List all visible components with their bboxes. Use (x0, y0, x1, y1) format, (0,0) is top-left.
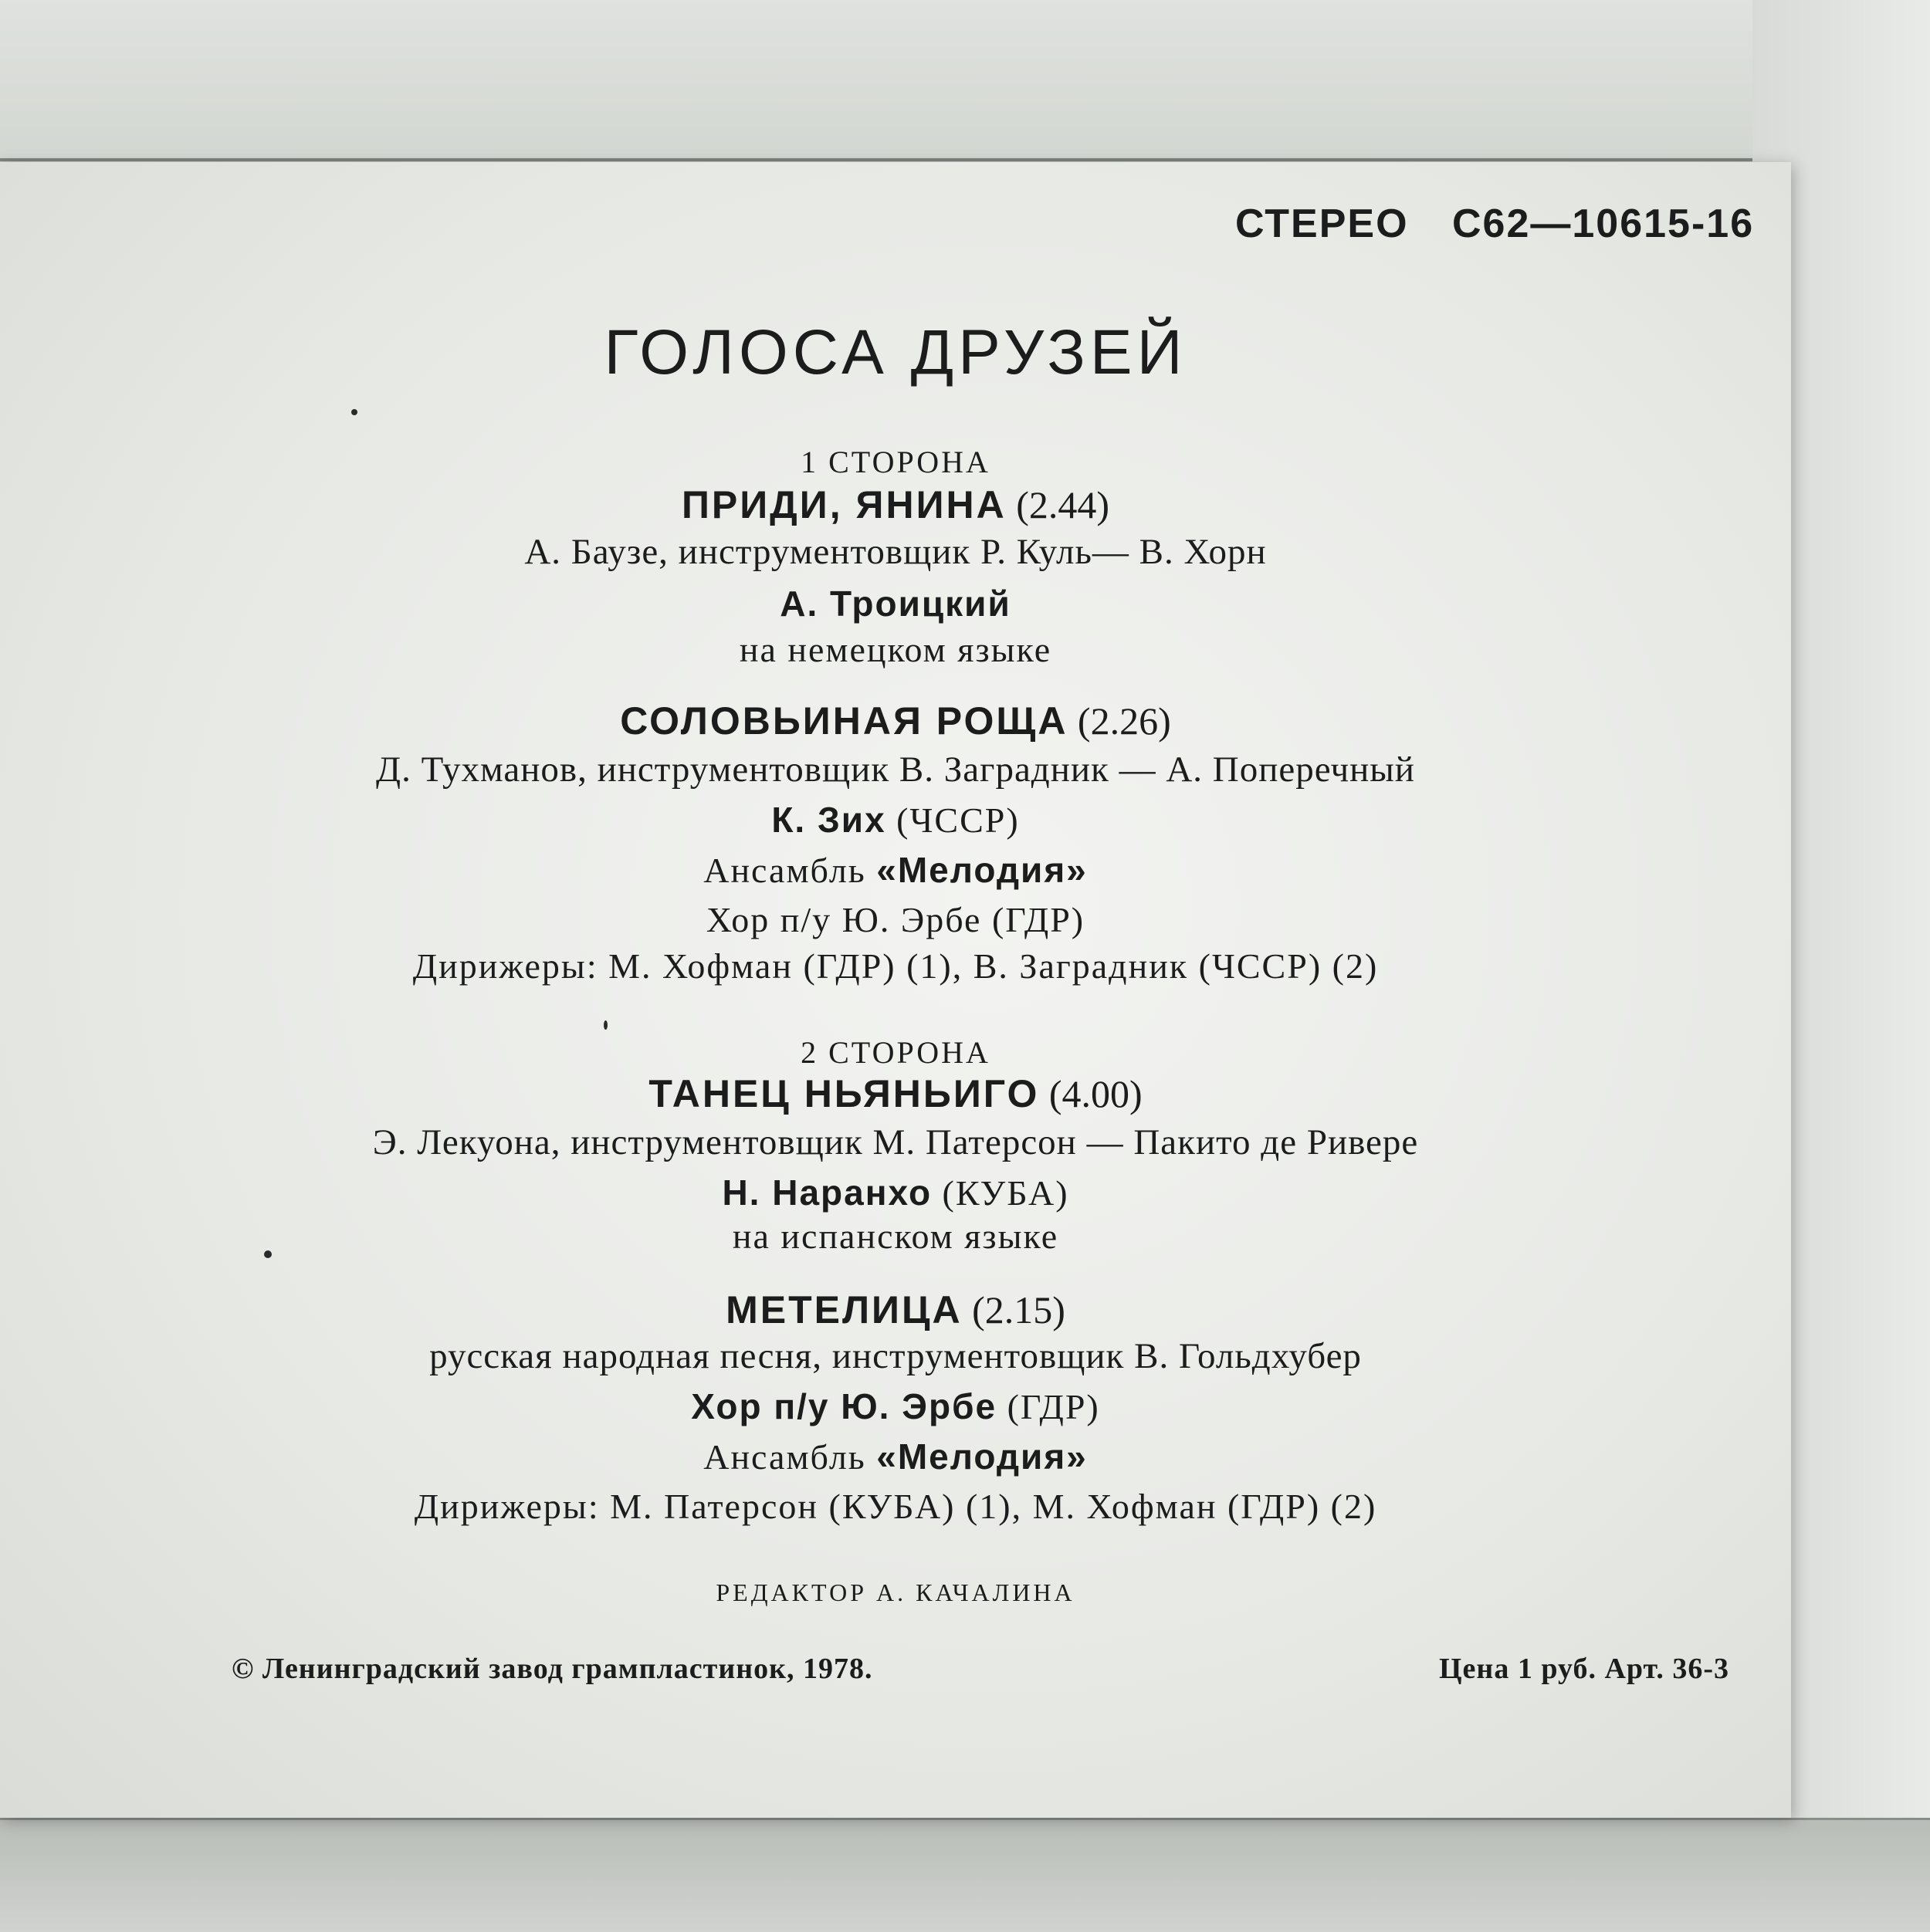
song-title-row (0, 1287, 1791, 1332)
editor-credit: РЕДАКТОР А. КАЧАЛИНА (716, 1578, 1075, 1606)
conductors: Дирижеры: М. Хофман (ГДР) (1), В. Заградник (ЧССР) (2) (412, 946, 1379, 986)
ensemble-row (0, 1436, 1791, 1477)
performer-country: (ЧССР) (896, 800, 1020, 840)
song-duration: (2.26) (1077, 699, 1171, 743)
side-2-label: 2 СТОРОНА (801, 1035, 990, 1070)
conductors: Дирижеры: М. Патерсон (КУБА) (1), М. Хофман (ГДР) (2) (414, 1487, 1377, 1526)
record-sleeve-back (0, 162, 1791, 1818)
dust-speck (604, 1020, 608, 1030)
choir-name: Хор п/у Ю. Эрбе (691, 1386, 997, 1426)
song-performer: К. Зих (771, 800, 886, 840)
background-sheet-top (0, 0, 1930, 161)
price-line: Цена 1 руб. Арт. 36-3 (1439, 1653, 1729, 1685)
ensemble-row (0, 849, 1791, 891)
song-performer: Н. Наранхо (722, 1172, 933, 1213)
stereo-label: СТЕРЕО (1235, 201, 1409, 246)
song-language: на немецком языке (739, 630, 1052, 669)
song-credits: русская народная песня, инструментовщик В. Гольдхубер (429, 1336, 1362, 1376)
song-performer: А. Троицкий (780, 584, 1011, 624)
song-duration: (2.44) (1016, 483, 1110, 526)
song-credits: Д. Тухманов, инструментовщик В. Заградник — А. Поперечный (376, 749, 1415, 790)
dust-speck (264, 1250, 272, 1258)
song-credits: Э. Лекуона, инструментовщик М. Патерсон — Пакито де Ривере (372, 1122, 1419, 1162)
song-language: на испанском языке (732, 1216, 1059, 1256)
choir: Хор п/у Ю. Эрбе (ГДР) (706, 900, 1085, 939)
copyright-line: © Ленинградский завод грампластинок, 1978. (232, 1653, 873, 1685)
catalog-header (1235, 201, 1791, 247)
dust-speck (351, 409, 357, 415)
ensemble-prefix: Ансамбль (703, 1437, 866, 1477)
song-title: ПРИДИ, ЯНИНА (681, 483, 1007, 526)
side-1-label: 1 СТОРОНА (801, 445, 990, 479)
choir-country: (ГДР) (1007, 1387, 1100, 1426)
song-performer-row (0, 799, 1791, 841)
song-credits: А. Баузе, инструментовщик Р. Куль— В. Хорн (524, 532, 1267, 572)
background-sheet-bottom (0, 1818, 1930, 1932)
ensemble-name: «Мелодия» (876, 850, 1088, 890)
album-title: ГОЛОСА ДРУЗЕЙ (604, 317, 1187, 387)
ensemble-prefix: Ансамбль (703, 851, 866, 890)
song-duration: (2.15) (972, 1288, 1065, 1331)
song-duration: (4.00) (1048, 1072, 1143, 1115)
ensemble-name: «Мелодия» (876, 1436, 1088, 1477)
song-performer-row (0, 1172, 1791, 1213)
song-title-row (0, 482, 1791, 527)
choir-row (0, 1386, 1791, 1427)
performer-country: (КУБА) (942, 1173, 1069, 1213)
song-title: СОЛОВЬИНАЯ РОЩА (620, 699, 1068, 743)
song-title: ТАНЕЦ НЬЯНЬИГО (648, 1072, 1040, 1115)
song-title-row (0, 699, 1791, 743)
song-title-row (0, 1071, 1791, 1116)
catalog-number: С62—10615-16 (1451, 201, 1755, 246)
song-title: МЕТЕЛИЦА (726, 1288, 963, 1331)
